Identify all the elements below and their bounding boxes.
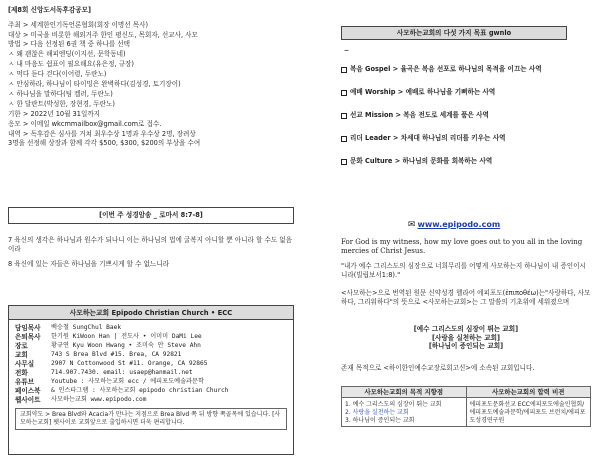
goal-text: 문화 Culture > 하나님의 문화를 회복하는 사역 bbox=[350, 157, 493, 166]
church-info-value: 사모하는교회 www.epipodo.com bbox=[51, 396, 147, 404]
church-info-title: 사모하는교회 Epipodo Christian Church • ECC bbox=[9, 306, 293, 320]
church-info-row bbox=[15, 378, 287, 387]
vision-table bbox=[341, 386, 591, 427]
contest-section bbox=[8, 6, 293, 149]
goal-item bbox=[341, 133, 581, 144]
church-info-value: 743 S Brea Blvd #15. Brea, CA 92821 bbox=[51, 351, 182, 359]
church-info-value: & 인스타그램 : 사모하는교회 epipodo christian Church bbox=[51, 387, 229, 395]
goal-item bbox=[341, 156, 581, 167]
vision-head-right: 사모하는교회의 합력 비젼 bbox=[466, 387, 591, 398]
vision-left-cell bbox=[342, 398, 467, 427]
church-info-key: 은퇴목사 bbox=[15, 333, 41, 342]
church-info-value: Youtube : 사모하는교회 ecc / 에피포도예술과문학 bbox=[51, 378, 204, 386]
english-quote: For God is my witness, how my love goes out to you all in the loving mercies of Christ Jesus. bbox=[341, 238, 583, 256]
motto-line-2: [사랑을 실천하는 교회] bbox=[432, 333, 500, 342]
checkbox-icon bbox=[341, 90, 347, 96]
church-info-row bbox=[15, 369, 287, 378]
motto-line-1: [예수 그리스도의 심장이 뛰는 교회] bbox=[413, 325, 519, 333]
goal-item bbox=[341, 64, 581, 75]
church-info-value: 714.907.7430. email: usaep@hanmail.net bbox=[51, 369, 193, 377]
church-info-key: 담임목사 bbox=[15, 324, 41, 333]
cross-icon: – bbox=[344, 45, 349, 56]
church-info-key: 유튜브 bbox=[15, 378, 35, 387]
goals-title: 사모하는교회의 다섯 가지 목표 gwnlo bbox=[342, 27, 566, 39]
vision-left-item: 2. 사랑을 실천하는 교회 bbox=[345, 409, 409, 417]
contest-line: 기한 > 2022년 10월 31일까지 bbox=[8, 109, 101, 118]
contest-line: ㅅ 내 마음도 쉼표이 필요해요(유은정, 규장) bbox=[8, 60, 135, 69]
checkbox-icon bbox=[341, 67, 347, 73]
church-info-key: 교회 bbox=[15, 351, 28, 360]
church-info-row bbox=[15, 387, 287, 396]
contest-line: 대상 > 미국을 비롯한 해외거주 한인 평신도, 목회자, 선교사, 사모 bbox=[8, 30, 198, 39]
contest-title: [제8회 신앙도서독후감공모] bbox=[8, 6, 91, 14]
goals-header bbox=[341, 26, 567, 40]
contest-line: ㅅ 먹다 듣다 걷다(이어령, 두란노) bbox=[8, 70, 107, 79]
verse-7: 7 육신의 생각은 하나님과 원수가 되나니 이는 하나님의 법에 굴복지 아니할 뿐 아니라 할 수도 없음이라 bbox=[8, 236, 293, 253]
checkbox-icon bbox=[341, 136, 347, 142]
church-directions-note: 교회약도 > Brea Blvd와 Acacia가 만나는 지점으로 Brea Blvd 쪽 뒤 방향 쪽골목에 있습니다. [사모하는교회] 팻사이로 교회앞으로 출입하시면 더욱 편리합니다. bbox=[15, 408, 287, 430]
church-info-value: 황규연 Kyu Woon Hwang • 조미숙 안 Steve Ahn bbox=[51, 342, 201, 350]
vision-left-item: 1. 예수 그리스도의 심장이 뛰는 교회 bbox=[345, 401, 442, 409]
email-icon: ✉ bbox=[407, 220, 416, 230]
checkbox-icon bbox=[341, 159, 347, 165]
contest-line: 응모 > 이메일 wkcmmailbox@gmail.com로 접수. bbox=[8, 119, 162, 128]
church-info-rows bbox=[9, 320, 293, 405]
contest-line: 내역 > 독후감은 심사를 거쳐 최우수상 1명과 우수상 2명, 장려상 bbox=[8, 129, 196, 138]
goals-list bbox=[341, 64, 581, 179]
vision-right-cell: 에피포도문화선교 ECC에피포도에술인협회/에피포도예술과문학/에피포도 브런치/에피포도성경연구원 bbox=[466, 398, 591, 427]
motto-after: 존재 목적으로 <하이한인예수교장로회고신>에 소속된 교회입니다. bbox=[341, 364, 535, 372]
church-info-value: 한기원 KiWoon Han | 전도사 • 이미미 DaMi Lee bbox=[51, 333, 202, 341]
website-line[interactable] bbox=[341, 220, 567, 232]
church-info-row bbox=[15, 333, 287, 342]
verse-8: 8 육신에 있는 자들은 하나님을 기쁘시게 할 수 없느니라 bbox=[8, 260, 170, 269]
contest-line: ㅅ 안심하라, 하나님이 타이밍은 완벽하다(김성경, 토기장이) bbox=[8, 80, 181, 89]
church-info-value: 2907 N Cottonwood St #11. Orange, CA 92865 bbox=[51, 360, 208, 368]
checkbox-icon bbox=[341, 113, 347, 119]
memory-verse-header bbox=[8, 207, 294, 224]
goal-text: 선교 Mission > 복음 전도로 세계를 품은 사역 bbox=[350, 111, 489, 120]
church-info-key: 장로 bbox=[15, 342, 28, 351]
contest-line: 3명을 선정해 상장과 함께 각각 $500, $300, $200의 부상을 수여 bbox=[8, 139, 201, 148]
goal-item bbox=[341, 110, 581, 121]
contest-line: 주최 > 세계한인기독언론협회(회장 이명선 목사) bbox=[8, 20, 149, 29]
church-info-key: 사무실 bbox=[15, 360, 35, 369]
church-info-box bbox=[8, 305, 294, 455]
contest-line: 방법 > 다음 선정된 6권 책 중 하나를 선택 bbox=[8, 40, 131, 49]
church-info-key: 웹사이트 bbox=[15, 396, 41, 405]
church-info-value: 백승철 SungChul Baek bbox=[51, 324, 122, 332]
contest-line: ㅅ 하나님을 말하다(팀 켈러, 두란노) bbox=[8, 89, 113, 98]
vision-head-left: 사모하는교회의 목적 지향점 bbox=[342, 387, 467, 398]
church-info-key: 페이스북 bbox=[15, 387, 41, 396]
contest-lines bbox=[8, 21, 293, 150]
contest-line: ㅅ 한 달란트(박성한, 장현경, 두란노) bbox=[8, 99, 115, 108]
church-info-key: 전화 bbox=[15, 369, 28, 378]
website-link[interactable]: www.epipodo.com bbox=[417, 220, 501, 229]
motto-block bbox=[341, 325, 591, 351]
memory-verse-body bbox=[8, 236, 294, 269]
goal-text: 예배 Worship > 예배로 하나님을 기뻐하는 사역 bbox=[350, 88, 496, 97]
contest-line: ㅅ 왜 괜찮은 해피엔딩(이지선, 문학동네) bbox=[8, 50, 126, 59]
church-info-row bbox=[15, 342, 287, 351]
goal-text: 복음 Gospel > 율곡은 복음 선포로 하나님의 목적을 이끄는 사역 bbox=[350, 65, 542, 74]
church-info-row bbox=[15, 324, 287, 333]
church-info-row bbox=[15, 360, 287, 369]
korean-quote: "내가 예수 그리스도의 심장으로 너희무리를 어떻게 사모하는지 하나님이 내 증인이시니라(빌립보서1:8)." bbox=[341, 262, 586, 279]
church-info-row bbox=[15, 351, 287, 360]
goal-item bbox=[341, 87, 581, 98]
epipodo-description: <사모하는>으로 번역된 원문 신약성경 헬라어 에피포도(ἐπιποθέω)는"사랑하다, 사모하다, 그리워하다"의 뜻으로 <사모하는교회>는 그 말씀의 기초위에 세워졌으며 bbox=[341, 289, 591, 306]
memory-verse-title: [이번 주 성경암송 _ 로마서 8:7-8] bbox=[99, 211, 203, 219]
motto-line-3: [하나님이 증인되는 교회] bbox=[428, 342, 504, 351]
vision-table-wrap bbox=[341, 386, 591, 427]
church-info-row bbox=[15, 396, 287, 405]
vision-left-item: 3. 하나님이 증인되는 교회 bbox=[345, 417, 415, 425]
goal-text: 리더 Leader > 차세대 하나님의 리더를 키우는 사역 bbox=[350, 134, 506, 143]
